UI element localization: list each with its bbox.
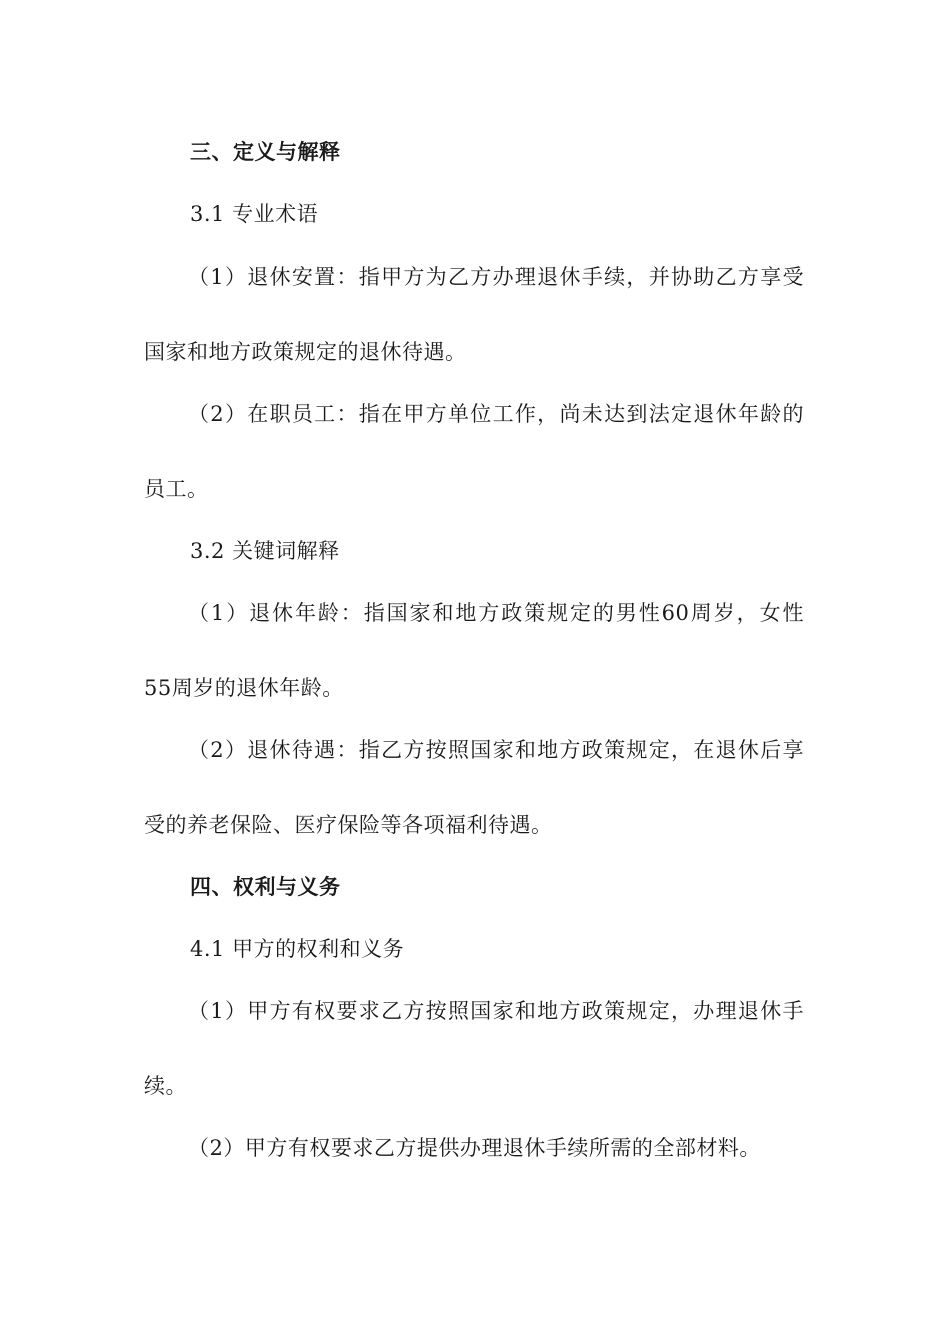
paragraph-4-1-2-line-1: （2）甲方有权要求乙方提供办理退休手续所需的全部材料。	[188, 1136, 761, 1160]
section-4-heading: 四、权利与义务	[190, 875, 341, 899]
paragraph-3-1-2-line-2: 员工。	[144, 477, 209, 501]
paragraph-4-1-1-line-1: （1）甲方有权要求乙方按照国家和地方政策规定，办理退休手	[188, 999, 804, 1023]
paragraph-3-2-2-line-1: （2）退休待遇：指乙方按照国家和地方政策规定，在退休后享	[188, 738, 804, 762]
paragraph-3-1-1-line-2: 国家和地方政策规定的退休待遇。	[144, 340, 467, 364]
subsection-3-2-title: 3.2 关键词解释	[190, 539, 340, 563]
paragraph-3-2-2-line-2: 受的养老保险、医疗保险等各项福利待遇。	[144, 813, 553, 837]
paragraph-3-2-1-line-1: （1）退休年龄：指国家和地方政策规定的男性60周岁，女性	[188, 601, 804, 625]
section-3-heading: 三、定义与解释	[190, 140, 341, 164]
paragraph-4-1-1-line-2: 续。	[144, 1074, 187, 1098]
paragraph-3-1-2-line-1: （2）在职员工：指在甲方单位工作，尚未达到法定退休年龄的	[188, 402, 804, 426]
subsection-3-1-title: 3.1 专业术语	[190, 202, 319, 226]
subsection-4-1-title: 4.1 甲方的权利和义务	[190, 937, 405, 961]
paragraph-3-1-1-line-1: （1）退休安置：指甲方为乙方办理退休手续，并协助乙方享受	[188, 265, 804, 289]
paragraph-3-2-1-line-2: 55周岁的退休年龄。	[144, 676, 344, 700]
